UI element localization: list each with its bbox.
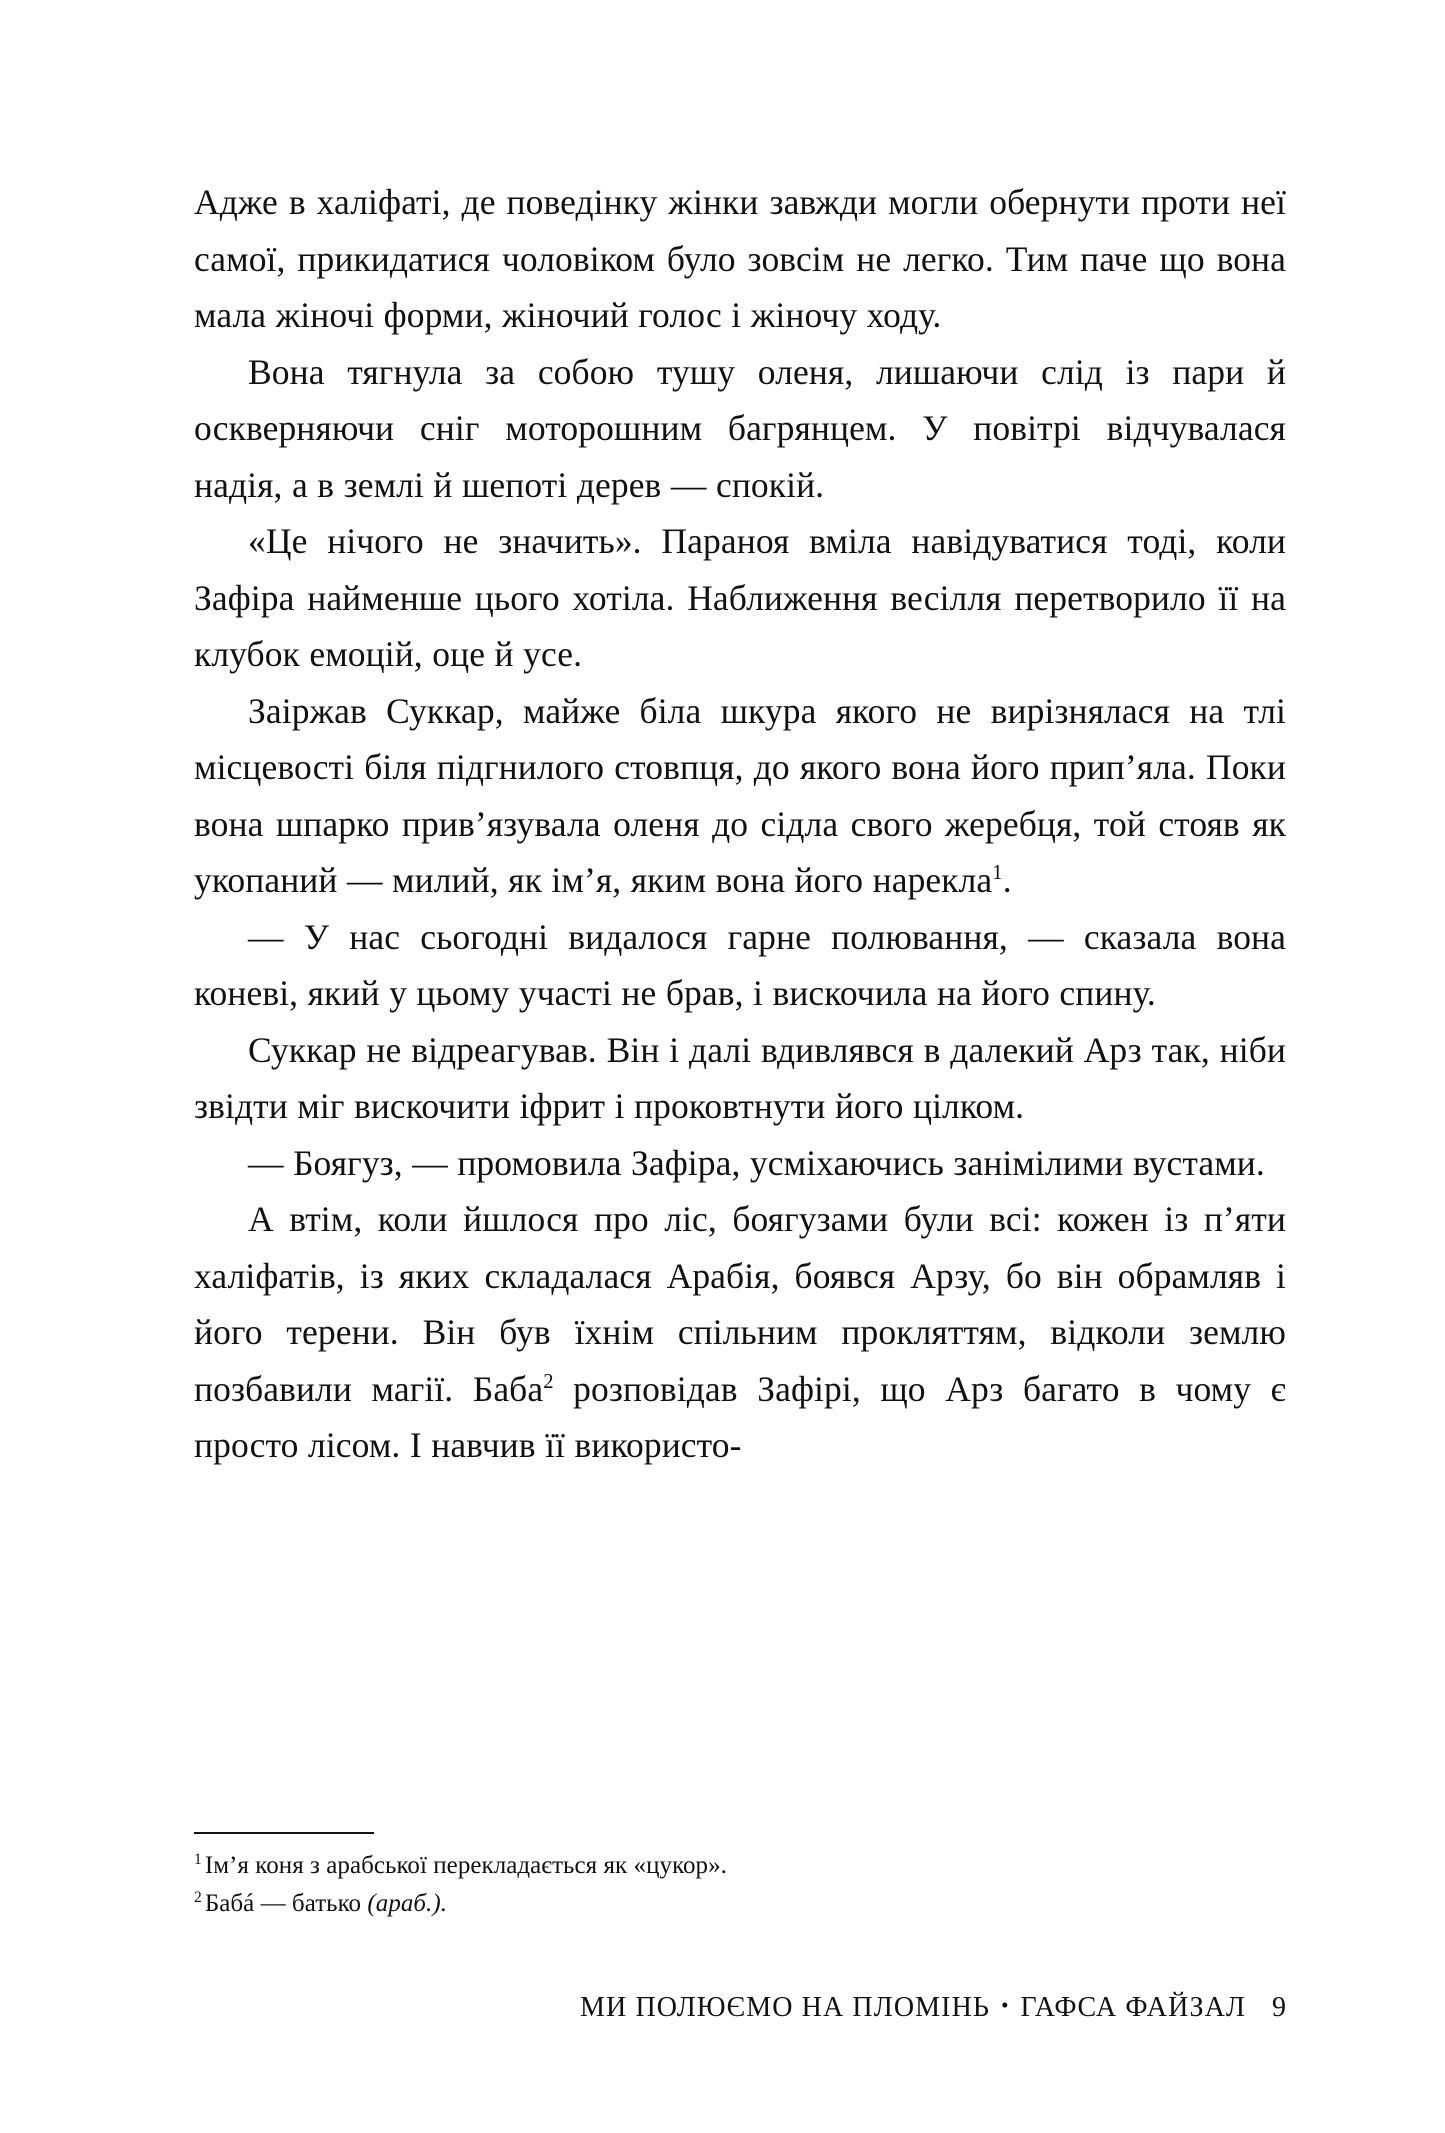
running-head-author: ГАФСА ФАЙЗАЛ bbox=[1020, 1992, 1246, 2023]
footnote-marker: 1 bbox=[194, 1850, 202, 1868]
paragraph-text: Заіржав Суккар, майже біла шкура якого не вирізнялася на тлі місцевості біля підгнилого стовпця, до якого вона його прип’яла. Поки вона шпарко прив’язувала оленя до сідла свого жеребця, той стояв як укопаний — милий, як ім’я, яким вона його нарекла bbox=[194, 690, 1286, 900]
footnote-marker: 2 bbox=[194, 1888, 202, 1906]
paragraph-text: А втім, коли йшлося про ліс, боягузами були всі: кожен із п’яти халіфатів, із яких складалася Арабія, боявся Арзу, бо він обрамляв і його терени. Він був їхнім спільним прокляттям, відколи землю позбавили магії. Баба bbox=[194, 1199, 1286, 1409]
paragraph-dialogue: — Боягуз, — промовила Зафіра, усміхаючись занімілими вустами. bbox=[248, 1142, 1265, 1183]
paragraph-with-footnote-ref bbox=[194, 1191, 1286, 1474]
paragraph-dialogue: — У нас сьогодні видалося гарне полювання, — сказала вона коневі, який у цьому участі не брав, і вискочила на його спину. bbox=[194, 916, 1286, 1013]
footnote-text: Ім’я коня з арабської перекладається як «цукор». bbox=[204, 1852, 727, 1879]
bullet-separator-icon: • bbox=[1001, 1993, 1010, 2017]
footnote-ref-1[interactable]: 1 bbox=[992, 862, 1003, 885]
running-head-title: МИ ПОЛЮЄМО НА ПЛОМІНЬ bbox=[580, 1992, 991, 2023]
paragraph: Вона тягнула за собою тушу оленя, лишаючи слід із пари й оскверняючи сніг моторошним багрянцем. У повітрі відчувалася надія, а в землі й шепоті дерев — спокій. bbox=[194, 351, 1286, 505]
paragraph: Адже в халіфаті, де поведінку жінки завжди могли обернути проти неї самої, прикидатися чоловіком було зовсім не легко. Тим паче що вона мала жіночі форми, жіночий голос і жіночу ходу. bbox=[194, 182, 1286, 335]
footnote-text-italic: (араб.). bbox=[367, 1890, 448, 1917]
footnote-ref-2[interactable]: 2 bbox=[543, 1370, 554, 1393]
footnotes-section bbox=[194, 1832, 1286, 1923]
paragraph: Суккар не відреагував. Він і далі вдивлявся в далекий Арз так, ніби звідти міг вискочити іфрит і проковтнути його цілком. bbox=[194, 1029, 1286, 1126]
body-text-block bbox=[194, 174, 1286, 1474]
footnote-item bbox=[194, 1847, 1286, 1885]
footnote-text: Бабá — батько bbox=[204, 1890, 368, 1917]
paragraph-text-continued: розповідав Зафірі, що Арз багато в чому є просто лісом. І навчив її використо- bbox=[194, 1368, 1286, 1465]
paragraph: «Це нічого не значить». Параноя вміла навідуватися тоді, коли Зафіра найменше цього хотіла. Наближення весілля перетворило її на клубок емоцій, оце й усе. bbox=[194, 521, 1286, 674]
running-footer bbox=[194, 1992, 1286, 2024]
paragraph-with-footnote-ref bbox=[194, 683, 1286, 909]
paragraph-tail: . bbox=[1002, 860, 1012, 900]
footnote-item bbox=[194, 1885, 1286, 1923]
footnote-separator-rule bbox=[194, 1832, 374, 1834]
page-number: 9 bbox=[1272, 1992, 1286, 2023]
